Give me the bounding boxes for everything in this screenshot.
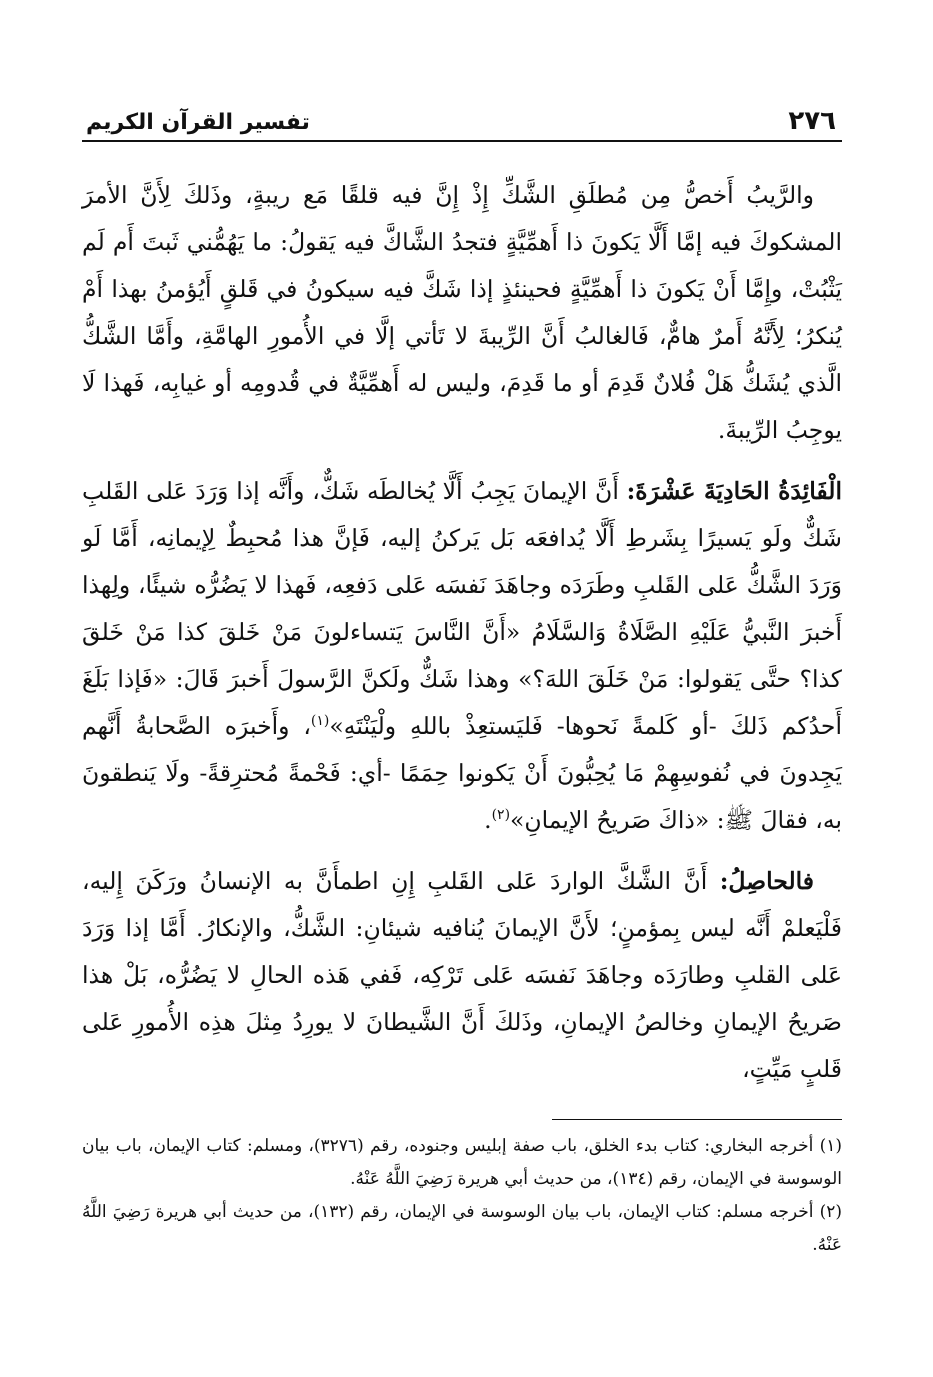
footnote-ref-2: (٢) [491,807,511,824]
footnote-2: (٢) أخرجه مسلم: كتاب الإيمان، باب بيان الوسوسة في الإيمان، رقم (١٣٢)، من حديث أبي هريرة رَضِيَ اللَّهُ عَنْهُ. [82,1202,842,1255]
running-header [82,100,842,142]
page-number: ٢٧٦ [788,106,836,136]
book-page [82,100,842,1350]
footnote-ref-1: (١) [310,713,330,730]
footnote-1: (١) أخرجه البخاري: كتاب بدء الخلق، باب صفة إبليس وجنوده، رقم (٣٢٧٦)، ومسلم: كتاب الإيمان، باب بيان الوسوسة في الإيمان، رقم (١٣٤)، من حديث أبي هريرة رَضِيَ اللَّهُ عَنْهُ. [82,1136,842,1189]
paragraph-conclusion [82,858,842,1093]
paragraph-doubt-definition [82,172,842,454]
paragraph-text: والرَّيبُ أَخصُّ مِن مُطلَقِ الشَّكِّ إِذْ إِنَّ فيه قلقًا مَع ريبةٍ، وذَلكَ لِأَنَّ الأمرَ المشكوكَ فيه إمَّا أَلَّا يَكونَ ذا أَهمِّيَّةٍ فتجدُ الشَّاكَّ فيه يَقولُ: ما يَهُمُّني ثَبتَ أَم لَم يَثْبُتْ، وإِمَّا أَنْ يَكونَ ذا أَهمِّيَّةٍ فحينئذٍ إذا شَكَّ فيه سيكونُ في قَلقٍ أَيُؤمنُ بهذا أَمْ يُنكرُ؛ لِأَنَّهُ أَمرٌ هامٌّ، فَالغالبُ أَنَّ الرِّيبةَ لا تَأتي إلَّا في الأُمورِ الهامَّةِ، وأَمَّا الشَّكُّ الَّذي يُشَكُّ هَلْ فُلانٌ قَدِمَ أو ما قَدِمَ، وليس له أَهمِّيَّةٌ في قُدومِه أو غيابِه، فَهذا لَا يوجِبُ الرِّيبةَ. [82,181,842,444]
conclusion-heading: فالحاصِلُ: [719,867,814,895]
paragraph-text: أَنَّ الإيمانَ يَجِبُ أَلَّا يُخالطَه شَكٌّ، وأَنَّه إذا وَرَدَ عَلى القَلبِ شَكٌّ ولَو يَسيرًا بِشَرطِ أَلَّا يُدافعَه بَل يَركنُ إليه، فَإنَّ هذا مُحبِطٌ لِإيمانِه، أَمَّا لَو وَرَدَ الشَّكُّ عَلى القَلبِ وطَرَدَه وجاهَدَ نَفسَه عَلى دَفعِه، فَهذا لا يَضُرُّه شيئًا، ولِهذا أَخبرَ النَّبيُّ عَلَيْهِ الصَّلَاةُ وَالسَّلَامُ «أَنَّ النَّاسَ يَتساءلونَ مَنْ خَلقَ كذا مَنْ خَلقَ كذا؟ حتَّى يَقولوا: مَنْ خَلَقَ اللهَ؟» وهذا شَكٌّ ولَكنَّ الرَّسولَ أَخبرَ قَالَ: «فَإذا بَلَغَ أَحدُكم ذَلكَ -أو كَلمةً نَحوها- فَليَستعِذْ باللهِ ولْيَنْتَهِ» [82,477,842,740]
footnotes [82,1130,842,1262]
paragraph-text-continued: ، وأَخبرَه الصَّحابةُ أَنَّهم يَجِدونَ في نُفوسِهِمْ مَا يُحِبُّونَ أَنْ يَكونوا حِمَمًا -أي: فَحْمةً مُحترِقةً- ولَا يَنطقونَ به، فقالَ ﷺ: «ذاكَ صَريحُ الإيمانِ» [82,712,842,834]
body-text [82,172,842,1093]
section-heading: الْفَائِدَةُ الحَادِيَةَ عَشْرَةَ: [626,477,842,505]
paragraph-end: . [484,806,492,834]
paragraph-eleventh-benefit [82,468,842,844]
book-title: تفسير القرآن الكريم [86,110,310,135]
footnotes-divider [552,1119,842,1120]
paragraph-text: أَنَّ الشَّكَّ الواردَ عَلى القَلبِ إِنِ اطمأَنَّ به الإنسانُ ورَكَنَ إِليه، فَلْيَعلمْ أَنَّه ليس بِمؤمنٍ؛ لأَنَّ الإيمانَ يُنافيه شيئانِ: الشَّكُّ، والإنكارُ. أَمَّا إذا وَرَدَ عَلى القلبِ وطارَدَه وجاهَدَ نَفسَه عَلى تَرْكِه، فَفي هَذه الحالِ لا يَضُرُّه، بَلْ هذا صَريحُ الإيمانِ وخالصُ الإيمانِ، وذَلكَ أَنَّ الشَّيطانَ لا يورِدُ مِثلَ هذِه الأُمورِ عَلى قَلبٍ مَيِّتٍ، [82,867,842,1083]
